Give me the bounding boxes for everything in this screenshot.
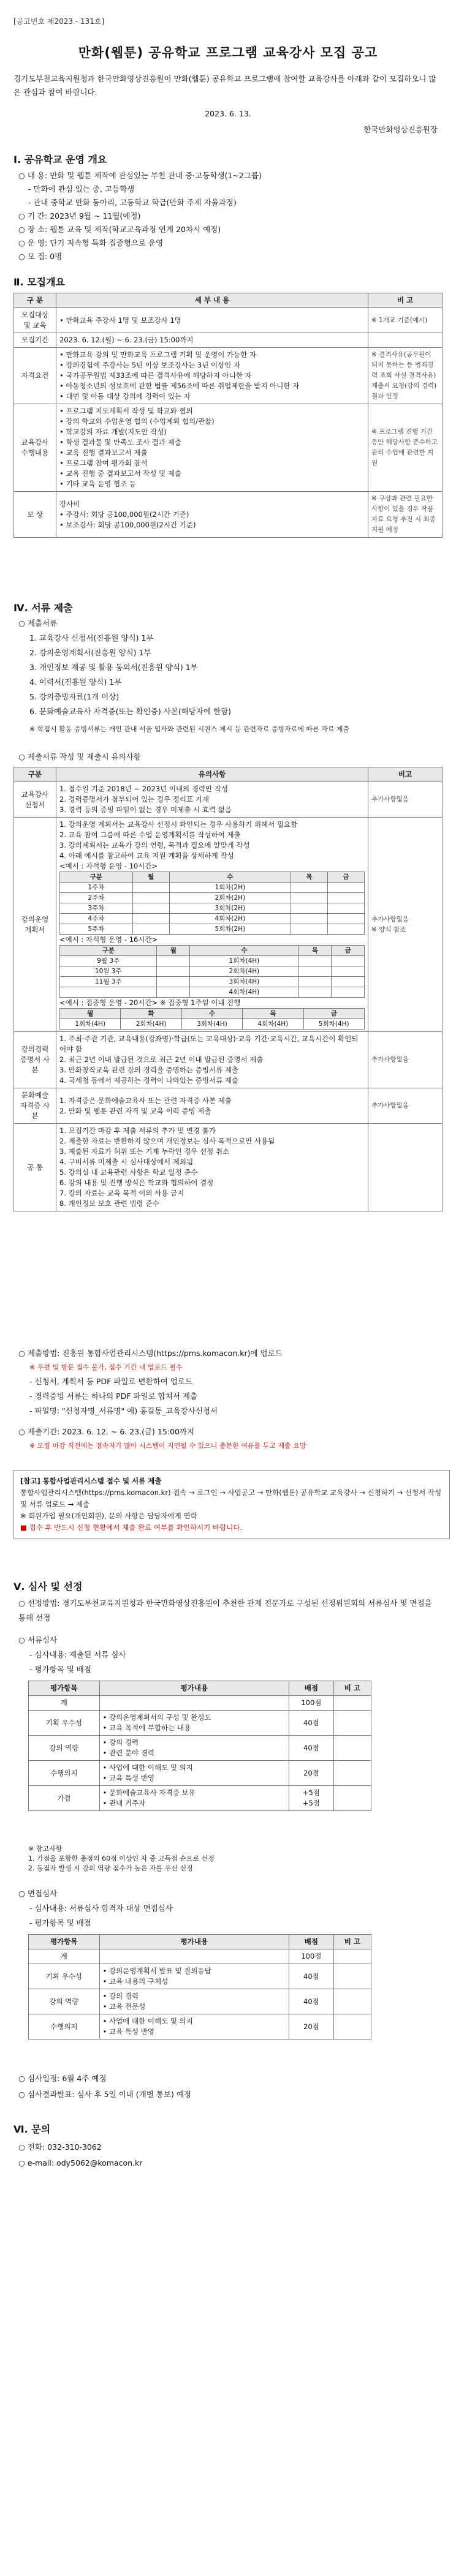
score-points: 20점 bbox=[289, 1761, 334, 1786]
table-row bbox=[14, 348, 443, 404]
row-note: ※ 결격사유(공무원이 되지 못하는 등 범죄경력 조회 사실 결격사유) 제출서 요청(강의 경력) 결과 인정 bbox=[368, 348, 443, 404]
score-header: 비 고 bbox=[333, 1935, 371, 1949]
row-content: 1. 모집기간 마감 후 제출 서류의 추가 및 변경 불가 2. 제출한 자료는 반환하지 않으며 개인정보는 심사 목적으로만 사용됨 3. 제출된 자료가 허위 또는 기재 누락인 경우 선정 취소 4. 구비서류 미제출 시 심사대상에서 제외됨 5. 강의실 내 교육관련 사항은 학교 일정 준수 6. 강의 내용 및 진행 방식은 학교와 협의하여 결정 7. 강의 자료는 교육 목적 이외 사용 금지 8. 개인정보 보호 관련 법령 준수 bbox=[56, 1124, 368, 1211]
example-cell bbox=[157, 987, 190, 998]
score-item: 수행의지 bbox=[29, 1761, 100, 1786]
example-row bbox=[60, 914, 365, 924]
score-row bbox=[29, 1696, 371, 1711]
score-content bbox=[99, 1696, 289, 1711]
doc-item: 3. 개인정보 제공 및 활용 동의서(진흥원 양식) 1부 bbox=[29, 663, 198, 672]
doc-item: 5. 강의증빙자료(1개 이상) bbox=[29, 692, 120, 701]
doc-item: 2. 강의운영계획서(진흥원 양식) 1부 bbox=[29, 648, 151, 657]
score-content bbox=[99, 1949, 289, 1964]
example-header: 금 bbox=[327, 872, 364, 883]
table-row bbox=[14, 818, 443, 1032]
doc-review-items: - 평가항목 및 배점 bbox=[29, 1665, 91, 1674]
example-cell: 4회차(4H) bbox=[243, 1019, 303, 1030]
table-row bbox=[14, 782, 443, 818]
score-item: 강의 역량 bbox=[29, 1736, 100, 1761]
score-header: 평가내용 bbox=[99, 1935, 289, 1949]
contact-email: ○ e-mail: ody5062@komacon.kr bbox=[18, 2158, 143, 2167]
row-category: 모집기간 bbox=[14, 333, 56, 348]
score-item: 기획 우수성 bbox=[29, 1964, 100, 1989]
example-cell: 1회차(4H) bbox=[60, 1019, 121, 1030]
table-header: 구 분 bbox=[14, 293, 56, 308]
overview-text: ○ 내 용: 만화 및 웹툰 제작에 관심있는 부천 관내 중·고등학생(1~2그룹) bbox=[18, 171, 262, 180]
example-cell: 2회차(4H) bbox=[190, 966, 299, 977]
section-2-title: Ⅱ. 모집개요 bbox=[13, 276, 66, 288]
score-note bbox=[333, 1786, 371, 1811]
score-row bbox=[29, 1786, 371, 1811]
table-row bbox=[14, 333, 443, 348]
table-header: 비고 bbox=[368, 767, 443, 782]
reference-line: 통합사업관리시스템(https://pms.komacon.kr) 접속 → 로그인 → 사업공고 → 만화(웹툰) 공유학교 교육강사 → 신청하기 → 신청서 작성 및 서류 업로드 → 제출 bbox=[20, 1488, 442, 1508]
example-table-2 bbox=[59, 945, 365, 998]
example-header: 수 bbox=[190, 946, 299, 956]
doc-review-content: - 심사내용: 제출된 서류 심사 bbox=[29, 1650, 126, 1659]
doc-score-table bbox=[28, 1681, 371, 1811]
score-header: 평가내용 bbox=[99, 1681, 289, 1696]
table-header: 비 고 bbox=[368, 293, 443, 308]
submit-method-text: ○ 제출방법: 진흥원 통합사업관리시스템(https://pms.komacon.kr)에 업로드 bbox=[18, 1349, 283, 1358]
row-category: 교육강사 신청서 bbox=[14, 782, 56, 818]
overview-list bbox=[18, 169, 441, 263]
score-item: 가점 bbox=[29, 1786, 100, 1811]
docs-subtitle: ○ 제출서류 bbox=[18, 619, 58, 628]
example-cell bbox=[327, 924, 364, 935]
row-note bbox=[368, 1124, 443, 1211]
section-5-title: Ⅴ. 심사 및 선정 bbox=[13, 1581, 83, 1592]
example-cell bbox=[332, 966, 365, 977]
example-header: 화 bbox=[121, 1009, 181, 1019]
example-cell bbox=[298, 987, 332, 998]
interview-content: - 심사내용: 서류심사 합격자 대상 면접심사 bbox=[29, 1904, 173, 1913]
overview-text: ○ 장 소: 웹툰 교육 및 제작(학교교육과정 연계 20차시 예정) bbox=[18, 225, 221, 234]
overview-row bbox=[18, 223, 441, 236]
example-header: 수 bbox=[181, 1009, 242, 1019]
example-cell bbox=[327, 893, 364, 903]
example-cell: 11월 3주 bbox=[60, 977, 157, 987]
example-cell bbox=[291, 893, 328, 903]
score-row bbox=[29, 1964, 371, 1989]
score-points: 40점 bbox=[289, 1989, 334, 2014]
row-note: ※ 1개교 기준(예시) bbox=[368, 308, 443, 333]
notice-date: 2023. 6. 13. bbox=[205, 109, 251, 118]
row-category: 강의경력 증명서 사본 bbox=[14, 1032, 56, 1088]
example-cell bbox=[291, 924, 328, 935]
score-header: 비 고 bbox=[333, 1681, 371, 1696]
row-content: • 프로그램 지도계획서 작성 및 학교와 협의 • 강의 학교와 수업운영 협의 (수업계획 협의/관찰) • 학교강의 자료 개발(지도안 작성) • 학생 결과물 및 만족도 조사 결과 제출 • 교육 진행 결과보고서 제출 • 프로그램 참여 평가회 참석 • 교육 진행 중 결과보고서 작성 및 제출 • 기타 교육 운영 협조 등 bbox=[56, 404, 368, 492]
recruit-table bbox=[13, 293, 443, 538]
score-note bbox=[333, 1696, 371, 1711]
example-header: 구분 bbox=[60, 872, 133, 883]
interview-score-table bbox=[28, 1934, 371, 2039]
example-cell: 2회차(2H) bbox=[169, 893, 291, 903]
score-note: ※ 참고사항 1. 가점을 포함한 총점의 60점 이상인 자 중 고득점 순으로 선정 2. 동점자 발생 시 강의 역량 점수가 높은 자를 우선 선정 bbox=[28, 1845, 215, 1872]
submit-line: - 파일명: "신청자명_서류명" 예) 홍길동_교육강사신청서 bbox=[29, 1406, 218, 1415]
example-cell: 5회차(4H) bbox=[303, 1019, 364, 1030]
example-cell bbox=[60, 987, 157, 998]
example-cell bbox=[157, 966, 190, 977]
section-4-title: Ⅳ. 서류 제출 bbox=[13, 602, 73, 614]
row-note: 추가사항없음 bbox=[368, 1088, 443, 1124]
reference-box-title: [참고] 통합사업관리시스템 접수 및 서류 제출 bbox=[20, 1477, 162, 1485]
row-content: 1. 접수일 기준 2018년 ~ 2023년 이내의 경력만 작성 2. 경력증명서가 첨부되어 있는 경우 정리표 기재 3. 경력 등의 증빙 파일이 없는 경우 미제출 시 효력 없음 bbox=[56, 782, 368, 818]
example-cell bbox=[157, 956, 190, 966]
example-cell bbox=[132, 914, 169, 924]
example-cell bbox=[132, 893, 169, 903]
row-content: 2023. 6. 12.(월) ~ 6. 23.(금) 15:00까지 bbox=[56, 333, 368, 348]
example-cell: 4회차(4H) bbox=[190, 987, 299, 998]
example-cell bbox=[132, 903, 169, 914]
overview-row bbox=[18, 250, 441, 263]
table-row bbox=[14, 404, 443, 492]
doc-review-title: ○ 서류심사 bbox=[18, 1635, 58, 1644]
score-points: 40점 bbox=[289, 1711, 334, 1736]
row-category: 자격요건 bbox=[14, 348, 56, 404]
overview-row bbox=[18, 169, 441, 183]
row-content: • 만화교육 주강사 1명 및 보조강사 1명 bbox=[56, 308, 368, 333]
row-category: 문화예술 자격증 사본 bbox=[14, 1088, 56, 1124]
overview-text: - 관내 중학교 만화 동아리, 고등학교 학급(만화 주제 자율과정) bbox=[28, 198, 237, 207]
score-item: 수행의지 bbox=[29, 2014, 100, 2039]
score-note bbox=[333, 2014, 371, 2039]
row-category: 강의운영 계획서 bbox=[14, 818, 56, 1032]
reference-box bbox=[13, 1470, 450, 1539]
score-row bbox=[29, 2014, 371, 2039]
example-header: 월 bbox=[132, 872, 169, 883]
notice-number: [공고번호 제2023 - 131호] bbox=[13, 17, 105, 26]
example-cell bbox=[332, 956, 365, 966]
example-cell bbox=[291, 883, 328, 893]
score-points: 100점 bbox=[289, 1949, 334, 1964]
example-cell: 4회차(2H) bbox=[169, 914, 291, 924]
overview-text: ○ 모 집: 0명 bbox=[18, 252, 63, 261]
overview-row bbox=[18, 236, 441, 250]
example-cell bbox=[332, 987, 365, 998]
score-item: 기획 우수성 bbox=[29, 1711, 100, 1736]
score-points: 20점 bbox=[289, 2014, 334, 2039]
score-header: 평가항목 bbox=[29, 1681, 100, 1696]
example-header: 월 bbox=[157, 946, 190, 956]
example-label: <예시 : 자석형 운영 - 16시간> bbox=[59, 935, 158, 944]
row-category: 모집대상 및 교육 bbox=[14, 308, 56, 333]
score-header: 배점 bbox=[289, 1681, 334, 1696]
row-category: 공 통 bbox=[14, 1124, 56, 1211]
issuing-org: 한국만화영상진흥원장 bbox=[363, 125, 438, 134]
example-header: 목 bbox=[243, 1009, 303, 1019]
example-cell bbox=[332, 977, 365, 987]
example-cell bbox=[298, 977, 332, 987]
example-cell: 2주차 bbox=[60, 893, 133, 903]
example-cell bbox=[327, 883, 364, 893]
table-row bbox=[14, 308, 443, 333]
overview-row bbox=[18, 209, 441, 223]
score-content: • 강의운영계획서 발표 및 질의응답 • 교육 내용의 구체성 bbox=[99, 1964, 289, 1989]
interview-items: - 평가항목 및 배점 bbox=[29, 1918, 91, 1927]
row-note: 추가사항없음 bbox=[368, 782, 443, 818]
example-cell: 3회차(4H) bbox=[181, 1019, 242, 1030]
doc-item: 4. 이력서(진흥원 양식) 1부 bbox=[29, 677, 122, 687]
score-content: • 강의 경력 • 교육 전문성 bbox=[99, 1989, 289, 2014]
submit-line: - 경력증빙 서류는 하나의 PDF 파일로 합쳐서 제출 bbox=[29, 1392, 198, 1401]
example-row bbox=[60, 893, 365, 903]
example-cell: 5회차(2H) bbox=[169, 924, 291, 935]
period-note: ※ 모집 마감 직전에는 접속자가 많아 시스템이 지연될 수 있으니 충분한 여유를 두고 제출 요망 bbox=[29, 1442, 306, 1450]
example-cell: 3주차 bbox=[60, 903, 133, 914]
example-cell bbox=[291, 914, 328, 924]
score-note bbox=[333, 1964, 371, 1989]
overview-row bbox=[18, 183, 441, 196]
intro-text: 경기도부천교육지원청과 한국만화영상진흥원이 만화(웹툰) 공유학교 프로그램에 참여할 교육강사를 아래와 같이 모집하오니 많은 관심과 참여 바랍니다. bbox=[13, 74, 436, 97]
example-cell: 1주차 bbox=[60, 883, 133, 893]
score-points: 100점 bbox=[289, 1696, 334, 1711]
interview-title: ○ 면접심사 bbox=[18, 1889, 58, 1898]
example-row bbox=[60, 903, 365, 914]
table-row bbox=[14, 492, 443, 538]
selection-method: ○ 선정방법: 경기도부천교육지원청과 한국만화영상진흥원이 추천한 관계 전문가로 구성된 선정위원회의 서류심사 및 면접을 통해 선정 bbox=[18, 1599, 432, 1622]
example-header: 목 bbox=[291, 872, 328, 883]
score-item: 계 bbox=[29, 1696, 100, 1711]
review-schedule: ○ 심사일정: 6월 4주 예정 bbox=[18, 2074, 107, 2083]
row-note: ※ 프로그램 진행 기간동안 해당사항 준수하고 관리 수업에 관련한 지원 bbox=[368, 404, 443, 492]
score-row bbox=[29, 1989, 371, 2014]
row-note bbox=[368, 333, 443, 348]
table-header: 유의사항 bbox=[56, 767, 368, 782]
row-category: 교육강사 수행내용 bbox=[14, 404, 56, 492]
docs-note: ※ 학점시 활동 증빙서류는 개인 관내 서울 입사와 관련된 시퀀스 제시 등 관련자료 증빙자료에 따른 자료 제출 bbox=[29, 725, 350, 733]
example-row bbox=[60, 966, 365, 977]
score-row bbox=[29, 1736, 371, 1761]
score-points: 40점 bbox=[289, 1964, 334, 1989]
score-content: • 사업에 대한 이해도 및 의지 • 교육 특성 반영 bbox=[99, 2014, 289, 2039]
example-header: 금 bbox=[332, 946, 365, 956]
score-content: • 사업에 대한 이해도 및 의지 • 교육 특성 반영 bbox=[99, 1761, 289, 1786]
score-header: 평가항목 bbox=[29, 1935, 100, 1949]
submit-lines bbox=[29, 1374, 452, 1418]
score-note bbox=[333, 1711, 371, 1736]
example-cell: 3회차(4H) bbox=[190, 977, 299, 987]
caution-subtitle: ○ 제출서류 작성 및 제출시 유의사항 bbox=[18, 752, 141, 761]
contact-tel: ○ 전화: 032-310-3062 bbox=[18, 2142, 102, 2152]
example-cell: 1회차(4H) bbox=[190, 956, 299, 966]
example-cell bbox=[298, 966, 332, 977]
submit-period: ○ 제출기간: 2023. 6. 12. ~ 6. 23.(금) 15:00까지 bbox=[18, 1427, 195, 1436]
submit-line: - 신청서, 계획서 등 PDF 파일로 변환하여 업로드 bbox=[29, 1377, 192, 1386]
example-cell bbox=[327, 903, 364, 914]
score-row bbox=[29, 1711, 371, 1736]
example-header: 월 bbox=[60, 1009, 121, 1019]
example-row bbox=[60, 883, 365, 893]
docs-list bbox=[29, 631, 452, 719]
doc-item: 6. 문화예술교육사 자격증(또는 확인증) 사본(해당자에 한함) bbox=[29, 707, 232, 716]
score-row bbox=[29, 1949, 371, 1964]
example-cell: 3회차(2H) bbox=[169, 903, 291, 914]
reference-line: ※ 회원가입 필요(개인회원), 문의 사항은 담당자에게 연락 bbox=[20, 1512, 197, 1520]
score-content: • 문화예술교육사 자격증 보유 • 관내 거주자 bbox=[99, 1786, 289, 1811]
section-1-title: Ⅰ. 공유학교 운영 개요 bbox=[13, 154, 107, 165]
row-content: 1. 강의운영 계획서는 교육강사 선정시 확인되는 경우 사용하기 위해서 필요함 2. 교육 참여 그룹에 따른 수업 운영계획서를 작성하여 제출 3. 강의계획서는 교육가 강의 연령, 목적과 필요에 알맞게 작성 4. 아래 예시를 참고하여 교육 지원 계획을 상세하게 작성 <예시 : 자석형 운영 - 10시간> 구분 월 수 목 금 1주차 1회차(2H) 2주차 2회차(2H) 3주차 3회차(2H) 4주차 4회차(2H) 5주차 5회차(2H) <예시 : 자석형 운영 - 16시간> 구분 월 수 목 금 9월 3주 1회차(4H) 10월 3주 2회차(4H) 11월 3주 3회차(4H) 4회차(4H) <예시 : 집중형 운영 - 20시간> ※ 집중형 1주일 이내 진행 월 화 수 목 금 1회차(4H) 2회차(4H) 3회차(4H) 4회차(4H) 5회차(4H) bbox=[56, 818, 368, 1032]
example-row bbox=[60, 1019, 365, 1030]
result-announce: ○ 심사결과발표: 심사 후 5일 이내 (개별 통보) 예정 bbox=[18, 2090, 191, 2099]
example-cell bbox=[157, 977, 190, 987]
reference-box-lines bbox=[20, 1487, 443, 1522]
table-row bbox=[14, 1032, 443, 1088]
example-cell bbox=[298, 956, 332, 966]
row-content: 1. 주최·주관 기관, 교육내용(강좌명)·학급(또는 교육대상)·교육 기간·교육시간, 교육시간이 확인되어야 함 2. 최근 2년 이내 발급된 것으로 최근 2년 이내 발급된 증명서 제출 3. 만화창작교육 관련 강의 경력을 증명하는 증빙서류 제출 4. 국세청 등에서 제공하는 경력이 나와있는 증빙서류 제출 bbox=[56, 1032, 368, 1088]
example-cell bbox=[327, 914, 364, 924]
table-row bbox=[14, 1088, 443, 1124]
score-note bbox=[333, 1761, 371, 1786]
example-cell: 1회차(2H) bbox=[169, 883, 291, 893]
doc-item: 1. 교육강사 신청서(진흥원 양식) 1부 bbox=[29, 633, 154, 642]
example-cell: 5주차 bbox=[60, 924, 133, 935]
score-points: 40점 bbox=[289, 1736, 334, 1761]
score-note bbox=[333, 1989, 371, 2014]
overview-row bbox=[18, 196, 441, 209]
row-content: 강사비 • 주강사: 회당 공100,000원(2시간 기준) • 보조강사: 회당 공100,000원(2시간 기준) bbox=[56, 492, 368, 538]
row-note: ※ 구상과 관련 필요한 사항이 있을 경우 작품 자료 요청 추진 시 최종 지원 예정 bbox=[368, 492, 443, 538]
example-row bbox=[60, 987, 365, 998]
score-item: 강의 역량 bbox=[29, 1989, 100, 2014]
example-header: 구분 bbox=[60, 946, 157, 956]
example-label: <예시 : 집중형 운영 - 20시간> ※ 집중형 1주일 이내 진행 bbox=[59, 998, 241, 1007]
overview-text: ○ 기 간: 2023년 9월 ~ 11월(예정) bbox=[18, 211, 141, 220]
example-header: 금 bbox=[303, 1009, 364, 1019]
example-table-3 bbox=[59, 1008, 365, 1030]
score-points: +5점 +5점 bbox=[289, 1786, 334, 1811]
example-cell bbox=[132, 883, 169, 893]
submit-method bbox=[18, 1346, 441, 1361]
example-header: 수 bbox=[169, 872, 291, 883]
reference-box-warning: ■ 접수 후 반드시 신청 현황에서 제출 완료 여부를 확인하시기 바랍니다. bbox=[20, 1523, 243, 1532]
table-row bbox=[14, 1124, 443, 1211]
score-item: 계 bbox=[29, 1949, 100, 1964]
example-cell bbox=[132, 924, 169, 935]
score-note bbox=[333, 1736, 371, 1761]
example-cell: 2회차(4H) bbox=[121, 1019, 181, 1030]
example-row bbox=[60, 977, 365, 987]
score-note bbox=[333, 1949, 371, 1964]
table-header: 구분 bbox=[14, 767, 56, 782]
score-row bbox=[29, 1761, 371, 1786]
score-content: • 강의운영계획서의 구성 및 완성도 • 교육 목적에 부합하는 내용 bbox=[99, 1711, 289, 1736]
example-cell bbox=[291, 903, 328, 914]
example-row bbox=[60, 956, 365, 966]
example-header: 목 bbox=[298, 946, 332, 956]
section-6-title: Ⅵ. 문의 bbox=[13, 2123, 51, 2135]
submit-warning: ※ 우편 및 방문 접수 불가, 접수 기간 내 업로드 필수 bbox=[29, 1363, 183, 1371]
example-cell: 10월 3주 bbox=[60, 966, 157, 977]
overview-text: ○ 운 영: 단기 지속형 특화 집중형으로 운영 bbox=[18, 238, 164, 247]
example-label: <예시 : 자석형 운영 - 10시간> bbox=[59, 862, 158, 870]
example-row bbox=[60, 924, 365, 935]
row-note: 추가사항없음 bbox=[368, 1032, 443, 1088]
overview-text: - 만화에 관심 있는 중, 고등학생 bbox=[28, 184, 135, 194]
row-content: 1. 자격증은 문화예술교육사 또는 관련 자격증 사본 제출 2. 만화 및 웹툰 관련 자격 및 교육 이력 증빙 제출 bbox=[56, 1088, 368, 1124]
row-category: 보 상 bbox=[14, 492, 56, 538]
score-header: 배점 bbox=[289, 1935, 334, 1949]
example-cell: 9월 3주 bbox=[60, 956, 157, 966]
example-cell: 4주차 bbox=[60, 914, 133, 924]
caution-table bbox=[13, 767, 443, 1211]
row-content: • 만화교육 강의 및 만화교육 프로그램 기획 및 운영이 가능한 자 • 강의경험에 주강사는 5년 이상 보조강사는 3년 이상인 자 • 국가공무원법 제33조에 따른 결격사유에 해당하지 아니한 자 • 아동청소년의 성보호에 관한 법률 제56조에 따른 취업제한을 받지 아니한 자 • 대면 및 아동 대상 강의에 경력이 있는 자 bbox=[56, 348, 368, 404]
score-content: • 강의 경력 • 관련 분야 경력 bbox=[99, 1736, 289, 1761]
table-header: 세 부 내 용 bbox=[56, 293, 368, 308]
example-table-1 bbox=[59, 872, 365, 935]
page-title: 만화(웹툰) 공유학교 프로그램 교육강사 모집 공고 bbox=[78, 45, 378, 60]
row-note: 추가사항없음 ※ 양식 참조 bbox=[368, 818, 443, 1032]
